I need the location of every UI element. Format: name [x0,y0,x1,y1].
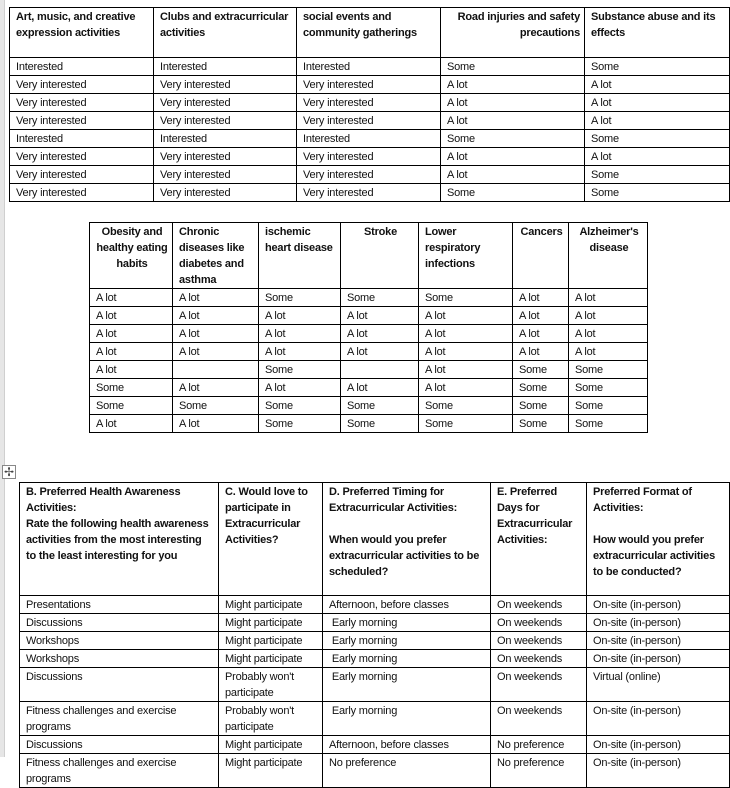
table-cell: Might participate [219,754,323,788]
column-header: Alzheimer's disease [569,223,648,289]
column-header: B. Preferred Health Awareness Activities: Rate the following health awareness activities from the most interesting to the least interesting for you [20,483,219,596]
table-cell: A lot [441,94,585,112]
table-cell: Some [341,289,419,307]
table-row [90,397,648,415]
table-cell: On-site (in-person) [587,650,730,668]
health-topics-table [89,222,648,433]
table-cell: Some [585,130,730,148]
table-row [20,596,730,614]
table-cell: On-site (in-person) [587,754,730,788]
table-cell [173,361,259,379]
table-cell: A lot [259,307,341,325]
table-cell: Some [441,130,585,148]
table-cell: On weekends [491,614,587,632]
table-row [10,112,730,130]
table-cell: Might participate [219,632,323,650]
table-cell: On weekends [491,702,587,736]
table-cell: Early morning [323,632,491,650]
table-cell: Interested [10,130,154,148]
table-cell: Very interested [297,94,441,112]
table-cell: Fitness challenges and exercise programs [20,702,219,736]
table-cell: A lot [513,289,569,307]
table-cell: On weekends [491,596,587,614]
table-cell: Some [341,415,419,433]
column-header: Cancers [513,223,569,289]
table-cell: Some [90,379,173,397]
column-header: E. Preferred Days for Extracurricular Activities: [491,483,587,596]
table-cell: A lot [90,415,173,433]
table-cell: Some [569,361,648,379]
table-cell: Some [259,397,341,415]
table-cell: A lot [173,343,259,361]
table-cell: Some [173,397,259,415]
table-cell: A lot [513,307,569,325]
table-cell: Some [569,397,648,415]
table-cell: Some [259,361,341,379]
table-cell: A lot [569,289,648,307]
table-cell: Very interested [10,76,154,94]
table-cell: No preference [491,736,587,754]
table-row [10,148,730,166]
table-row [20,668,730,702]
table-cell: On-site (in-person) [587,702,730,736]
table-cell: Some [259,415,341,433]
table-cell: Early morning [323,650,491,668]
column-header: Road injuries and safety precautions [441,8,585,58]
table-cell: On weekends [491,632,587,650]
table-cell: Probably won't participate [219,702,323,736]
column-header: ischemic heart disease [259,223,341,289]
column-header: Substance abuse and its effects [585,8,730,58]
column-header: Chronic diseases like diabetes and asthma [173,223,259,289]
column-header: social events and community gatherings [297,8,441,58]
table-cell: A lot [419,307,513,325]
table-cell: A lot [90,343,173,361]
table-cell: Virtual (online) [587,668,730,702]
table-row [90,343,648,361]
table-cell: Some [585,166,730,184]
table-cell: Very interested [154,184,297,202]
table-cell: A lot [90,361,173,379]
table-cell: On weekends [491,668,587,702]
table-cell: A lot [90,307,173,325]
column-header: Obesity and healthy eating habits [90,223,173,289]
table-cell: A lot [419,361,513,379]
table-cell: A lot [513,325,569,343]
page-margin-strip [0,0,5,757]
table-row [90,307,648,325]
table-cell: On-site (in-person) [587,596,730,614]
table-cell: Fitness challenges and exercise programs [20,754,219,788]
table-cell: A lot [259,325,341,343]
table-cell: A lot [341,379,419,397]
table-cell: Interested [10,58,154,76]
table-row [10,58,730,76]
table-row [90,325,648,343]
table-cell: Some [513,397,569,415]
table-cell: Very interested [297,166,441,184]
table-row [20,650,730,668]
table-cell: Very interested [154,94,297,112]
table-cell: Some [585,184,730,202]
table-cell: A lot [441,148,585,166]
table-cell: Interested [297,130,441,148]
table-cell: A lot [569,325,648,343]
table-cell: Might participate [219,614,323,632]
column-header: Lower respiratory infections [419,223,513,289]
table-cell: Workshops [20,632,219,650]
table-cell: Early morning [323,614,491,632]
table-cell: A lot [569,307,648,325]
table-row [10,76,730,94]
table-cell: On-site (in-person) [587,632,730,650]
table-cell: A lot [173,307,259,325]
table-cell: A lot [441,112,585,130]
table-cell: On-site (in-person) [587,614,730,632]
table-cell: Afternoon, before classes [323,736,491,754]
interest-table [9,7,730,202]
table-cell: A lot [419,325,513,343]
table-cell: Might participate [219,736,323,754]
table-row [20,632,730,650]
table-row [10,184,730,202]
table-cell: Presentations [20,596,219,614]
table-move-handle-icon[interactable]: ✢ [3,465,15,479]
column-header: Clubs and extracurricular activities [154,8,297,58]
table-cell: A lot [569,343,648,361]
table-cell: Some [585,58,730,76]
table-cell: Some [419,415,513,433]
table-cell: Very interested [10,166,154,184]
header-row [90,223,648,289]
table-cell: A lot [173,325,259,343]
table-cell: A lot [90,325,173,343]
table-cell: Some [513,361,569,379]
table-cell: A lot [341,343,419,361]
table-row [20,736,730,754]
table-cell: A lot [173,289,259,307]
preferences-table [19,482,730,788]
table-cell: Some [441,58,585,76]
table-row [20,702,730,736]
table-cell: Some [513,379,569,397]
table-cell: Very interested [297,184,441,202]
table-cell: Early morning [323,702,491,736]
table-cell: No preference [491,754,587,788]
table-cell: Some [259,289,341,307]
table-row [20,754,730,788]
table-cell: A lot [585,76,730,94]
table-cell: A lot [173,379,259,397]
table-cell: A lot [585,94,730,112]
table-cell: Very interested [154,148,297,166]
column-header: Preferred Format of Activities: How would you prefer extracurricular activities to be conducted? [587,483,730,596]
table-cell: Afternoon, before classes [323,596,491,614]
table-cell: Some [569,379,648,397]
table-cell: On-site (in-person) [587,736,730,754]
table-cell: A lot [585,148,730,166]
table-cell: Interested [154,130,297,148]
table-cell: Discussions [20,736,219,754]
table-cell: A lot [341,307,419,325]
table-row [90,415,648,433]
table-cell: Early morning [323,668,491,702]
table-cell: A lot [441,166,585,184]
column-header: Art, music, and creative expression activities [10,8,154,58]
table-cell: A lot [173,415,259,433]
table-cell: Probably won't participate [219,668,323,702]
table-cell: No preference [323,754,491,788]
table-cell: Very interested [297,76,441,94]
table-cell: Very interested [10,148,154,166]
table-cell: Very interested [297,148,441,166]
table-cell: A lot [90,289,173,307]
table-cell: Some [569,415,648,433]
header-row [20,483,730,596]
table-row [20,614,730,632]
table-cell: Very interested [154,112,297,130]
table-cell: Some [441,184,585,202]
table-row [10,94,730,112]
table-cell: A lot [419,343,513,361]
table-cell: Some [419,397,513,415]
table-cell: A lot [259,379,341,397]
table-cell: Might participate [219,596,323,614]
table-cell: A lot [341,325,419,343]
table-cell: Very interested [10,112,154,130]
table-cell: Some [90,397,173,415]
column-header: C. Would love to participate in Extracurricular Activities? [219,483,323,596]
table-cell: A lot [259,343,341,361]
table-cell: Interested [154,58,297,76]
table-cell: Workshops [20,650,219,668]
table-cell: A lot [513,343,569,361]
column-header: D. Preferred Timing for Extracurricular Activities: When would you prefer extracurricular activities to be scheduled? [323,483,491,596]
table-row [10,166,730,184]
table-cell: Very interested [297,112,441,130]
table-cell [341,361,419,379]
table-cell: Might participate [219,650,323,668]
table-cell: Discussions [20,614,219,632]
table-cell: Very interested [10,184,154,202]
table-cell: Some [513,415,569,433]
table-cell: Very interested [154,76,297,94]
table-cell: Interested [297,58,441,76]
table-row [90,379,648,397]
header-row [10,8,730,58]
table-cell: Very interested [154,166,297,184]
column-header: Stroke [341,223,419,289]
table-row [90,289,648,307]
table-row [90,361,648,379]
table-cell: A lot [419,379,513,397]
table-cell: Very interested [10,94,154,112]
table-cell: A lot [585,112,730,130]
table-cell: On weekends [491,650,587,668]
table-cell: Discussions [20,668,219,702]
table-cell: A lot [441,76,585,94]
table-row [10,130,730,148]
table-cell: Some [419,289,513,307]
table-cell: Some [341,397,419,415]
